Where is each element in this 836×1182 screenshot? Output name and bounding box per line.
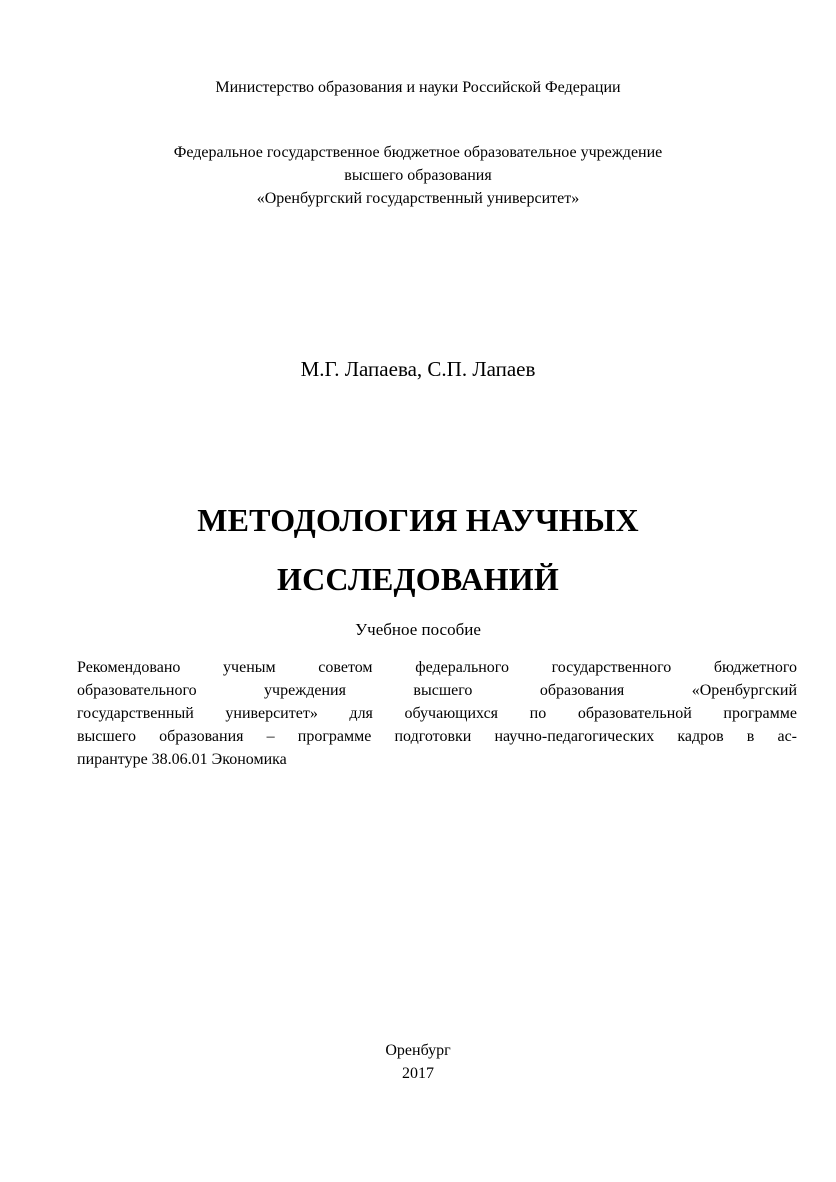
recommendation-line: государственный университет» для обучающихся по образовательной программе [77,705,797,722]
institution-line-2: высшего образования [344,167,492,184]
recommendation-line: Рекомендовано ученым советом федерального государственного бюджетного [77,659,797,676]
recommendation-paragraph [77,656,797,771]
recommendation-line: высшего образования – программе подготовки научно-педагогических кадров в ас- [77,728,797,745]
institution-line-1: Федеральное государственное бюджетное образовательное учреждение [173,144,663,161]
ministry-name: Министерство образования и науки Российской Федерации [215,79,621,96]
year: 2017 [402,1065,434,1082]
title-line-2: ИССЛЕДОВАНИЙ [277,561,559,597]
recommendation-line: образовательного учреждения высшего образования «Оренбургский [77,682,797,699]
title-line-1: МЕТОДОЛОГИЯ НАУЧНЫХ [197,502,639,538]
subtitle: Учебное пособие [355,620,481,639]
authors: М.Г. Лапаева, С.П. Лапаев [300,357,536,381]
recommendation-line: пирантуре 38.06.01 Экономика [77,751,287,768]
institution-line-3: «Оренбургский государственный университет» [256,190,580,207]
city: Оренбург [385,1042,451,1059]
